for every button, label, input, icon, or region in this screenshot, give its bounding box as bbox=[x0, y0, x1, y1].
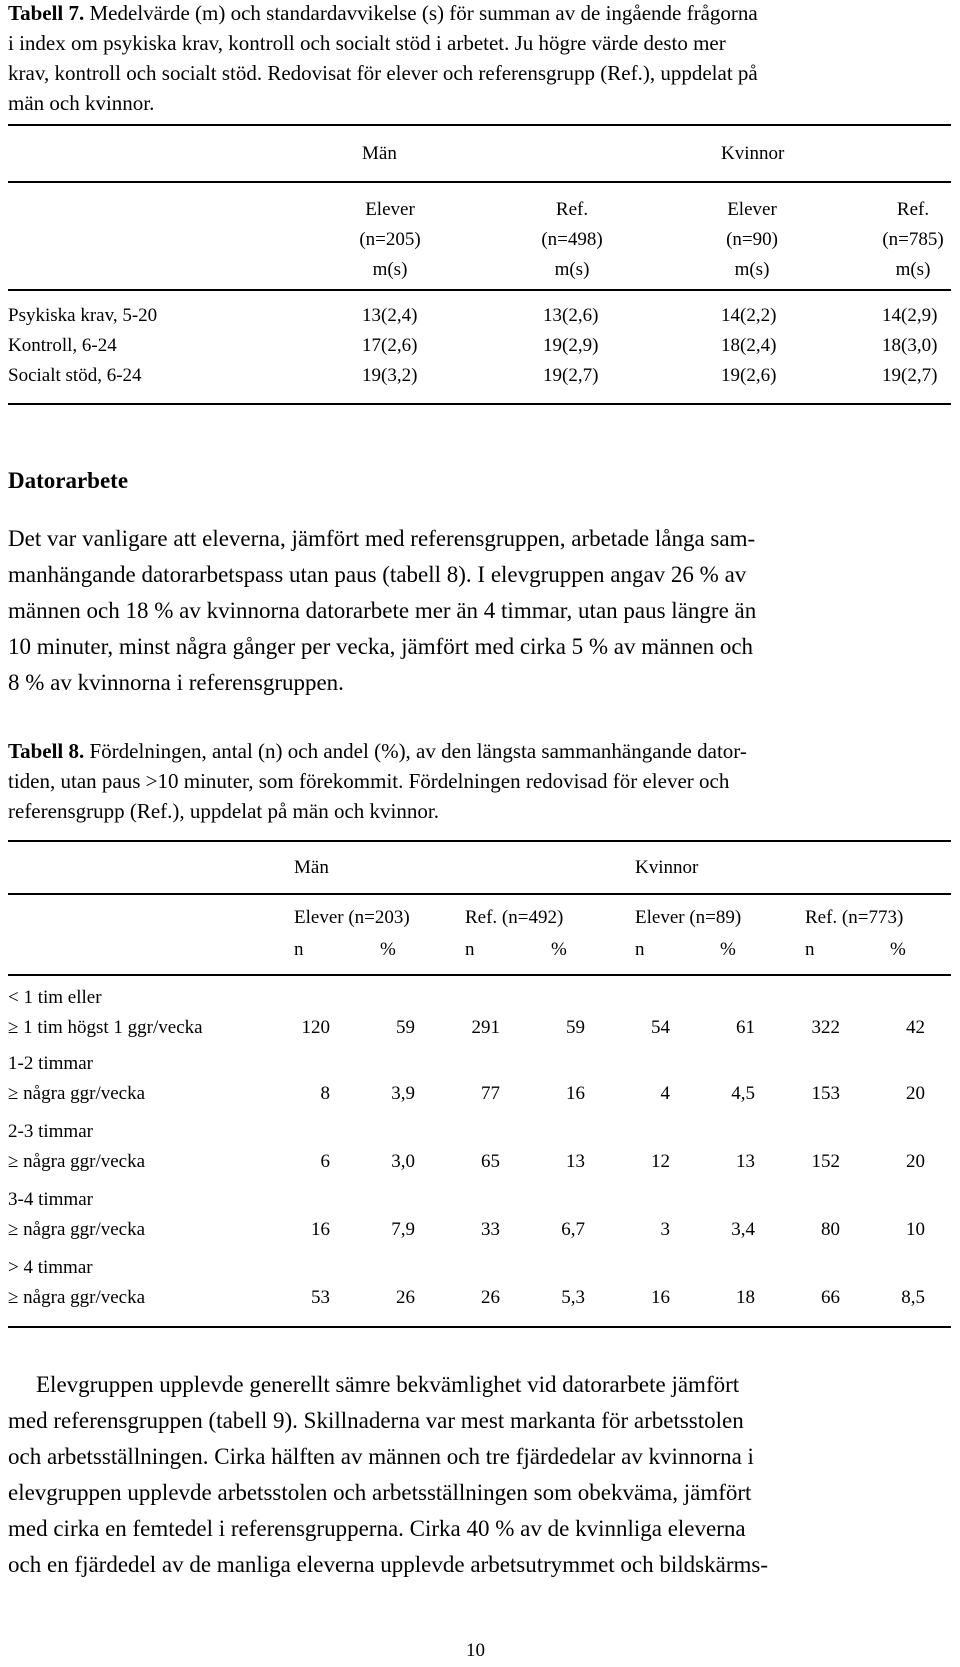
table-cell: 14(2,2) bbox=[721, 305, 777, 326]
table-row-label: 2-3 timmar ≥ några ggr/vecka bbox=[8, 1121, 146, 1172]
caption-line: krav, kontroll och socialt stöd. Redovisat för elever och referensgrupp (Ref.), uppdelat på bbox=[8, 61, 758, 85]
table-row-label: 1-2 timmar ≥ några ggr/vecka bbox=[8, 1053, 146, 1104]
table-row bbox=[8, 331, 117, 361]
row-label: Psykiska krav, 5-20 bbox=[8, 305, 158, 326]
tabell7-label: Tabell 7. bbox=[8, 1, 85, 25]
column-header: Ref. (n=785) m(s) bbox=[882, 199, 944, 280]
table-cell: 18 bbox=[736, 1287, 755, 1308]
table-cell: 13 bbox=[566, 1151, 585, 1172]
table-cell: 13 bbox=[736, 1151, 755, 1172]
column-group-header: Elever (n=89) bbox=[635, 907, 742, 928]
table-cell: 8 bbox=[320, 1083, 330, 1104]
table-cell: 16 bbox=[566, 1083, 585, 1104]
table-cell: 54 bbox=[651, 1017, 670, 1038]
paragraph: Det var vanligare att eleverna, jämfört med referensgruppen, arbetade långa sam- manhängande datorarbetspass utan paus (tabell 8). I elevgruppen angav 26 % av männen och 18 % av kvinnorna datorarbete mer än 4 timmar, utan paus längre än 10 minuter, minst några gånger per vecka, jämfört med cirka 5 % av männen och 8 % av kvinnorna i referensgruppen. bbox=[8, 526, 757, 695]
group-header-men: Män bbox=[362, 143, 397, 164]
table-cell: 19(2,7) bbox=[882, 365, 938, 386]
table-cell: 26 bbox=[396, 1287, 415, 1308]
section-heading: Datorarbete bbox=[8, 468, 129, 493]
table-cell: 18(2,4) bbox=[721, 335, 777, 356]
tabell8-caption bbox=[8, 736, 747, 826]
table-cell: 120 bbox=[301, 1017, 330, 1038]
sub-header-pct: % bbox=[551, 939, 567, 960]
table-cell: 153 bbox=[811, 1083, 840, 1104]
table-rule-bottom bbox=[8, 1326, 951, 1328]
table-cell: 16 bbox=[651, 1287, 670, 1308]
column-header: Elever (n=205) m(s) bbox=[359, 199, 421, 280]
row-label: Socialt stöd, 6-24 bbox=[8, 365, 142, 386]
table-rule-header bbox=[8, 893, 951, 895]
table-cell: 3,0 bbox=[391, 1151, 415, 1172]
table-cell: 61 bbox=[736, 1017, 755, 1038]
table-cell: 16 bbox=[311, 1219, 330, 1240]
table-cell: 322 bbox=[811, 1017, 840, 1038]
table-cell: 77 bbox=[481, 1083, 500, 1104]
table-cell: 4 bbox=[660, 1083, 670, 1104]
table-cell: 3 bbox=[660, 1219, 670, 1240]
column-group-header: Ref. (n=773) bbox=[805, 907, 904, 928]
table-cell: 65 bbox=[481, 1151, 500, 1172]
sub-header-pct: % bbox=[720, 939, 736, 960]
table-cell: 19(2,9) bbox=[543, 335, 599, 356]
group-header-women: Kvinnor bbox=[721, 143, 785, 164]
caption-line: Tabell 7. Medelvärde (m) och standardavvikelse (s) för summan av de ingående frågorna bbox=[8, 1, 758, 25]
table-cell: 152 bbox=[811, 1151, 840, 1172]
table-cell: 59 bbox=[566, 1017, 585, 1038]
table-cell: 6 bbox=[320, 1151, 330, 1172]
table-cell: 53 bbox=[311, 1287, 330, 1308]
table-cell: 19(3,2) bbox=[362, 365, 418, 386]
caption-line: Tabell 8. Fördelningen, antal (n) och andel (%), av den längsta sammanhängande dator- bbox=[8, 739, 747, 763]
table-cell: 20 bbox=[906, 1151, 925, 1172]
table-cell: 66 bbox=[821, 1287, 840, 1308]
table-cell: 20 bbox=[906, 1083, 925, 1104]
tabell8-label: Tabell 8. bbox=[8, 739, 85, 763]
table-cell: 3,9 bbox=[391, 1083, 415, 1104]
table-cell: 13(2,4) bbox=[362, 305, 418, 326]
page-number: 10 bbox=[466, 1640, 485, 1661]
caption-line: tiden, utan paus >10 minuter, som förekommit. Fördelningen redovisad för elever och bbox=[8, 769, 730, 793]
table-rule-subheader bbox=[8, 289, 951, 291]
table-row bbox=[8, 361, 142, 391]
sub-header-pct: % bbox=[380, 939, 396, 960]
table-cell: 42 bbox=[906, 1017, 925, 1038]
sub-header-n: n bbox=[635, 939, 645, 960]
column-header: Elever (n=90) m(s) bbox=[726, 199, 778, 280]
table-cell: 3,4 bbox=[731, 1219, 755, 1240]
table-row-label: 3-4 timmar ≥ några ggr/vecka bbox=[8, 1189, 146, 1240]
column-group-header: Elever (n=203) bbox=[294, 907, 410, 928]
table-cell: 18(3,0) bbox=[882, 335, 938, 356]
table-rule-top bbox=[8, 124, 951, 126]
group-header-women: Kvinnor bbox=[635, 857, 699, 878]
sub-header-n: n bbox=[805, 939, 815, 960]
table-rule-header bbox=[8, 181, 951, 183]
column-group-header: Ref. (n=492) bbox=[465, 907, 564, 928]
tabell7-caption bbox=[8, 0, 758, 118]
table-rule-subheader bbox=[8, 974, 951, 976]
table-cell: 8,5 bbox=[901, 1287, 925, 1308]
row-label: Kontroll, 6-24 bbox=[8, 335, 117, 356]
table-cell: 80 bbox=[821, 1219, 840, 1240]
table-cell: 7,9 bbox=[391, 1219, 415, 1240]
caption-line: män och kvinnor. bbox=[8, 91, 155, 115]
table-row-label: < 1 tim eller ≥ 1 tim högst 1 ggr/vecka bbox=[8, 987, 203, 1038]
table-cell: 12 bbox=[651, 1151, 670, 1172]
table-cell: 5,3 bbox=[561, 1287, 585, 1308]
table-rule-bottom bbox=[8, 403, 951, 405]
sub-header-n: n bbox=[465, 939, 475, 960]
table-cell: 26 bbox=[481, 1287, 500, 1308]
caption-line: referensgrupp (Ref.), uppdelat på män och kvinnor. bbox=[8, 799, 439, 823]
table-cell: 291 bbox=[471, 1017, 500, 1038]
paragraph: Elevgruppen upplevde generellt sämre bekvämlighet vid datorarbete jämfört med referensgruppen (tabell 9). Skillnaderna var mest markanta för arbetsstolen och arbetsställningen. Cirka hälften av männen och tre fjärdedelar av kvinnorna i elevgruppen upplevde arbetsstolen och arbetsställningen som obekväma, jämfört med cirka en femtedel i referensgrupperna. Cirka 40 % av de kvinnliga eleverna och en fjärdedel av de manliga eleverna upplevde arbetsutrymmet och bildskärms- bbox=[8, 1372, 768, 1577]
table-rule-top bbox=[8, 840, 951, 842]
table-cell: 19(2,7) bbox=[543, 365, 599, 386]
group-header-men: Män bbox=[294, 857, 329, 878]
table-cell: 33 bbox=[481, 1219, 500, 1240]
table-row bbox=[8, 301, 157, 331]
table-cell: 14(2,9) bbox=[882, 305, 938, 326]
table-cell: 19(2,6) bbox=[721, 365, 777, 386]
sub-header-pct: % bbox=[890, 939, 906, 960]
table-cell: 13(2,6) bbox=[543, 305, 599, 326]
table-cell: 10 bbox=[906, 1219, 925, 1240]
table-cell: 17(2,6) bbox=[362, 335, 418, 356]
caption-line: i index om psykiska krav, kontroll och socialt stöd i arbetet. Ju högre värde desto mer bbox=[8, 31, 726, 55]
table-cell: 59 bbox=[396, 1017, 415, 1038]
table-cell: 6,7 bbox=[561, 1219, 585, 1240]
table-row-label: > 4 timmar ≥ några ggr/vecka bbox=[8, 1257, 146, 1308]
sub-header-n: n bbox=[294, 939, 304, 960]
column-header: Ref. (n=498) m(s) bbox=[541, 199, 603, 280]
table-cell: 4,5 bbox=[731, 1083, 755, 1104]
